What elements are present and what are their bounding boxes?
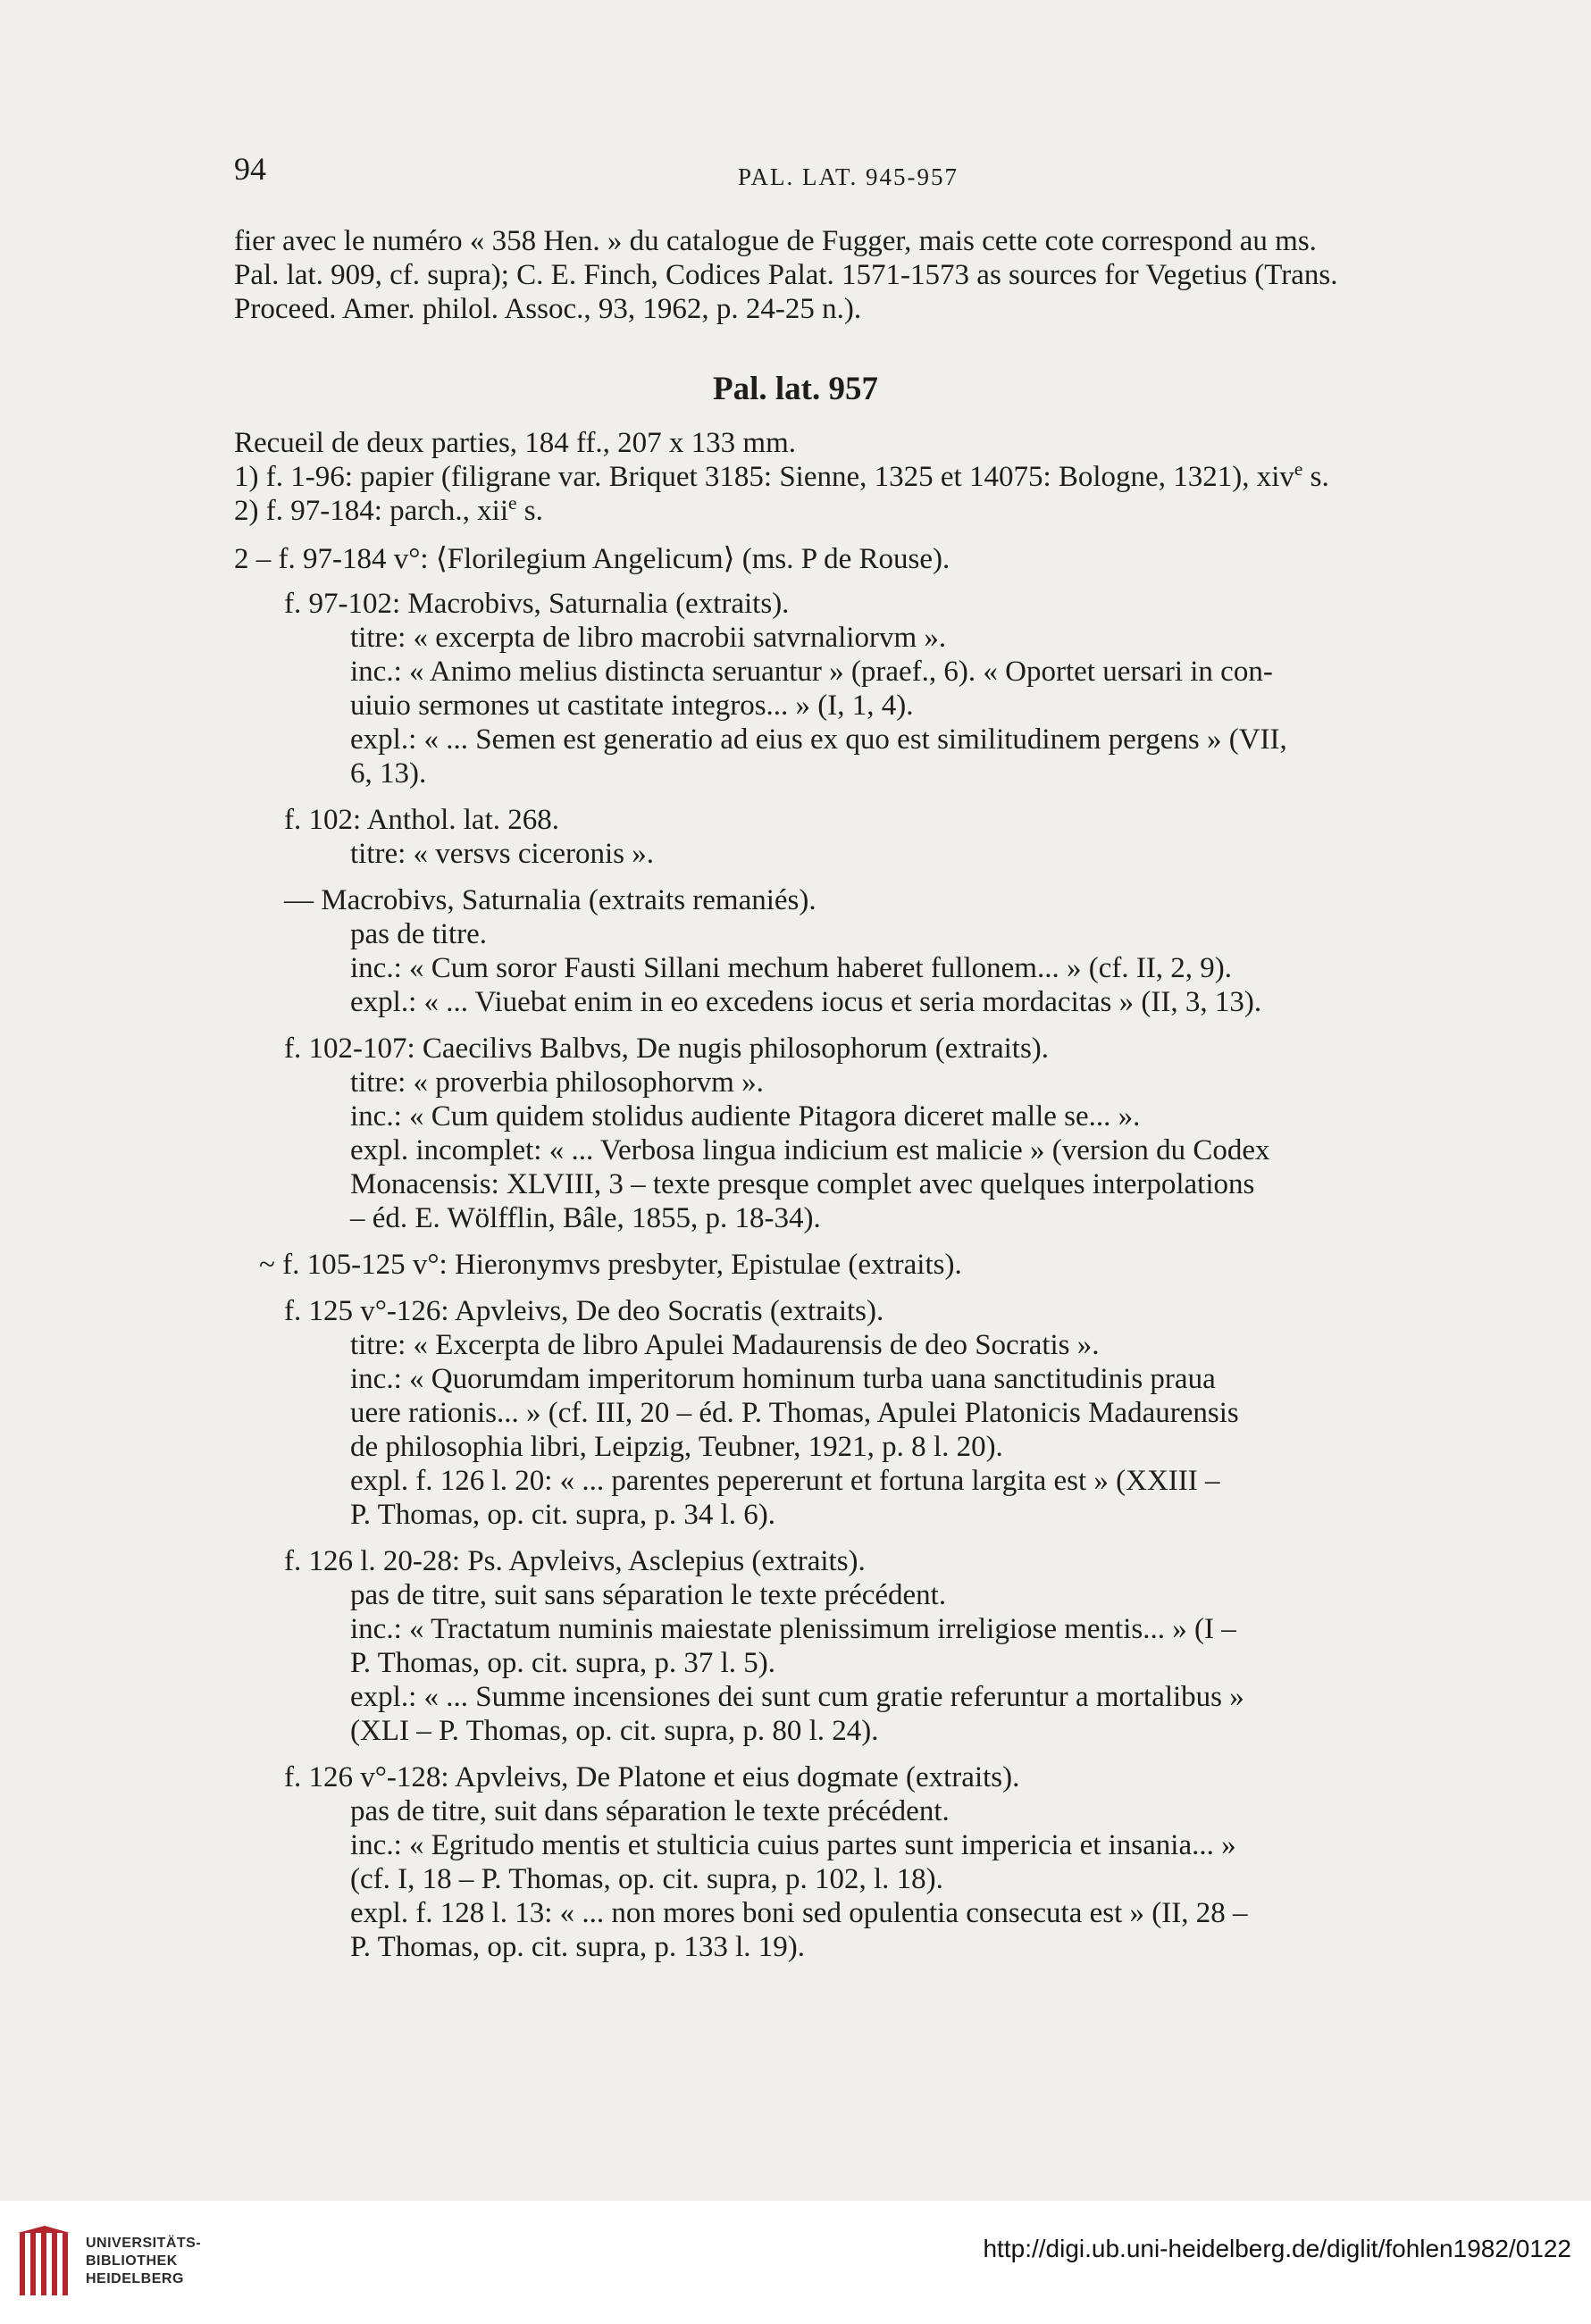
entry-line: 6, 13). — [350, 757, 427, 790]
entry-line: f. 102: Anthol. lat. 268. — [284, 804, 559, 836]
entry-line: inc.: « Animo melius distincta seruantur » (praef., 6). « Oportet uersari in con- — [350, 656, 1273, 688]
page-number: 94 — [234, 151, 266, 187]
entry-line: expl. incomplet: « ... Verbosa lingua indicium est malicie » (version du Codex — [350, 1134, 1270, 1166]
entry-line: P. Thomas, op. cit. supra, p. 133 l. 19). — [350, 1931, 806, 1963]
entry-line: (cf. I, 18 – P. Thomas, op. cit. supra, p. 102, l. 18). — [350, 1863, 943, 1895]
entry-line: f. 126 v°-128: Apvleivs, De Platone et eius dogmate (extraits). — [284, 1761, 1020, 1793]
entry-line: inc.: « Quorumdam imperitorum hominum turba uana sanctitudinis praua — [350, 1363, 1216, 1395]
intro-line: fier avec le numéro « 358 Hen. » du catalogue de Fugger, mais cette cote correspond au ms. — [234, 225, 1317, 257]
description-line: 1) f. 1-96: papier (filigrane var. Briquet 3185: Sienne, 1325 et 14075: Bologne, 1321), xiv$^e$ s. — [234, 458, 1329, 493]
entry-line: pas de titre, suit sans séparation le texte précédent. — [350, 1579, 947, 1611]
entry-line: titre: « versvs ciceronis ». — [350, 838, 654, 870]
entry-line: de philosophia libri, Leipzig, Teubner, 1921, p. 8 l. 20). — [350, 1431, 1003, 1463]
entry-line: expl. f. 126 l. 20: « ... parentes pepererunt et fortuna largita est » (XXIII – — [350, 1465, 1220, 1497]
description-line: Recueil de deux parties, 184 ff., 207 x 133 mm. — [234, 427, 797, 459]
entry-line: titre: « proverbia philosophorvm ». — [350, 1066, 764, 1099]
entry-line: expl.: « ... Viuebat enim in eo excedens iocus et seria mordacitas » (II, 3, 13). — [350, 986, 1262, 1018]
section-title: Pal. lat. 957 — [713, 371, 878, 407]
entry-line: f. 97-102: Macrobivs, Saturnalia (extraits). — [284, 588, 790, 620]
entry-line: f. 102-107: Caecilivs Balbvs, De nugis philosophorum (extraits). — [284, 1032, 1050, 1065]
entry-line: expl.: « ... Summe incensiones dei sunt cum gratie referuntur a mortalibus » — [350, 1681, 1244, 1713]
entry-line: f. 126 l. 20-28: Ps. Apvleivs, Asclepius (extraits). — [284, 1545, 866, 1577]
entry-line: pas de titre, suit dans séparation le texte précédent. — [350, 1795, 950, 1827]
entry-line: expl. f. 128 l. 13: « ... non mores boni sed opulentia consecuta est » (II, 28 – — [350, 1897, 1248, 1929]
entry-line: inc.: « Cum quidem stolidus audiente Pitagora diceret malle se... ». — [350, 1100, 1141, 1133]
entry-line: inc.: « Tractatum numinis maiestate plenissimum irreligiose mentis... » (I – — [350, 1613, 1236, 1645]
entry-line: uere rationis... » (cf. III, 20 – éd. P. Thomas, Apulei Platonicis Madaurensis — [350, 1397, 1239, 1429]
entry-line: P. Thomas, op. cit. supra, p. 34 l. 6). — [350, 1499, 776, 1531]
intro-line: Pal. lat. 909, cf. supra); C. E. Finch, Codices Palat. 1571-1573 as sources for Vegetius (Trans. — [234, 259, 1338, 291]
intro-line: Proceed. Amer. philol. Assoc., 93, 1962, p. 24-25 n.). — [234, 293, 862, 325]
source-url-link[interactable]: http://digi.ub.uni-heidelberg.de/diglit/fohlen1982/0122 — [983, 2235, 1571, 2262]
logo-line: HEIDELBERG — [86, 2271, 184, 2286]
logo-line: UNIVERSITÄTS- — [86, 2236, 202, 2251]
entry-line: pas de titre. — [350, 918, 488, 950]
entry-line: (XLI – P. Thomas, op. cit. supra, p. 80 l. 24). — [350, 1715, 879, 1747]
entry-line: titre: « Excerpta de libro Apulei Madaurensis de deo Socratis ». — [350, 1329, 1100, 1361]
library-logo-text — [86, 2235, 201, 2288]
entry-line: inc.: « Egritudo mentis et stulticia cuius partes sunt impericia et insania... » — [350, 1829, 1236, 1861]
entry-line: Monacensis: XLVIII, 3 – texte presque complet avec quelques interpolations — [350, 1168, 1255, 1200]
entry-line: f. 125 v°-126: Apvleivs, De deo Socratis (extraits). — [284, 1295, 884, 1327]
entry-line: — Macrobivs, Saturnalia (extraits remaniés). — [284, 884, 816, 916]
entry-line: – éd. E. Wölfflin, Bâle, 1855, p. 18-34). — [350, 1202, 821, 1234]
entry-line: ~ f. 105-125 v°: Hieronymvs presbyter, Epistulae (extraits). — [259, 1249, 962, 1281]
logo-line: BIBLIOTHEK — [86, 2253, 178, 2269]
entry-line: titre: « excerpta de libro macrobii satvrnaliorvm ». — [350, 622, 947, 654]
entry-line: inc.: « Cum soror Fausti Sillani mechum haberet fullonem... » (cf. II, 2, 9). — [350, 952, 1233, 984]
library-logo-icon — [18, 2226, 71, 2303]
part-heading: 2 – f. 97-184 v°: ⟨Florilegium Angelicum⟩ (ms. P de Rouse). — [234, 543, 950, 575]
entry-line: expl.: « ... Semen est generatio ad eius ex quo est similitudinem pergens » (VII, — [350, 723, 1287, 756]
entry-line: P. Thomas, op. cit. supra, p. 37 l. 5). — [350, 1647, 776, 1679]
running-head: PAL. LAT. 945-957 — [738, 163, 959, 190]
description-line: 2) f. 97-184: parch., xii$^e$ s. — [234, 492, 543, 527]
entry-line: uiuio sermones ut castitate integros... » (I, 1, 4). — [350, 690, 914, 722]
